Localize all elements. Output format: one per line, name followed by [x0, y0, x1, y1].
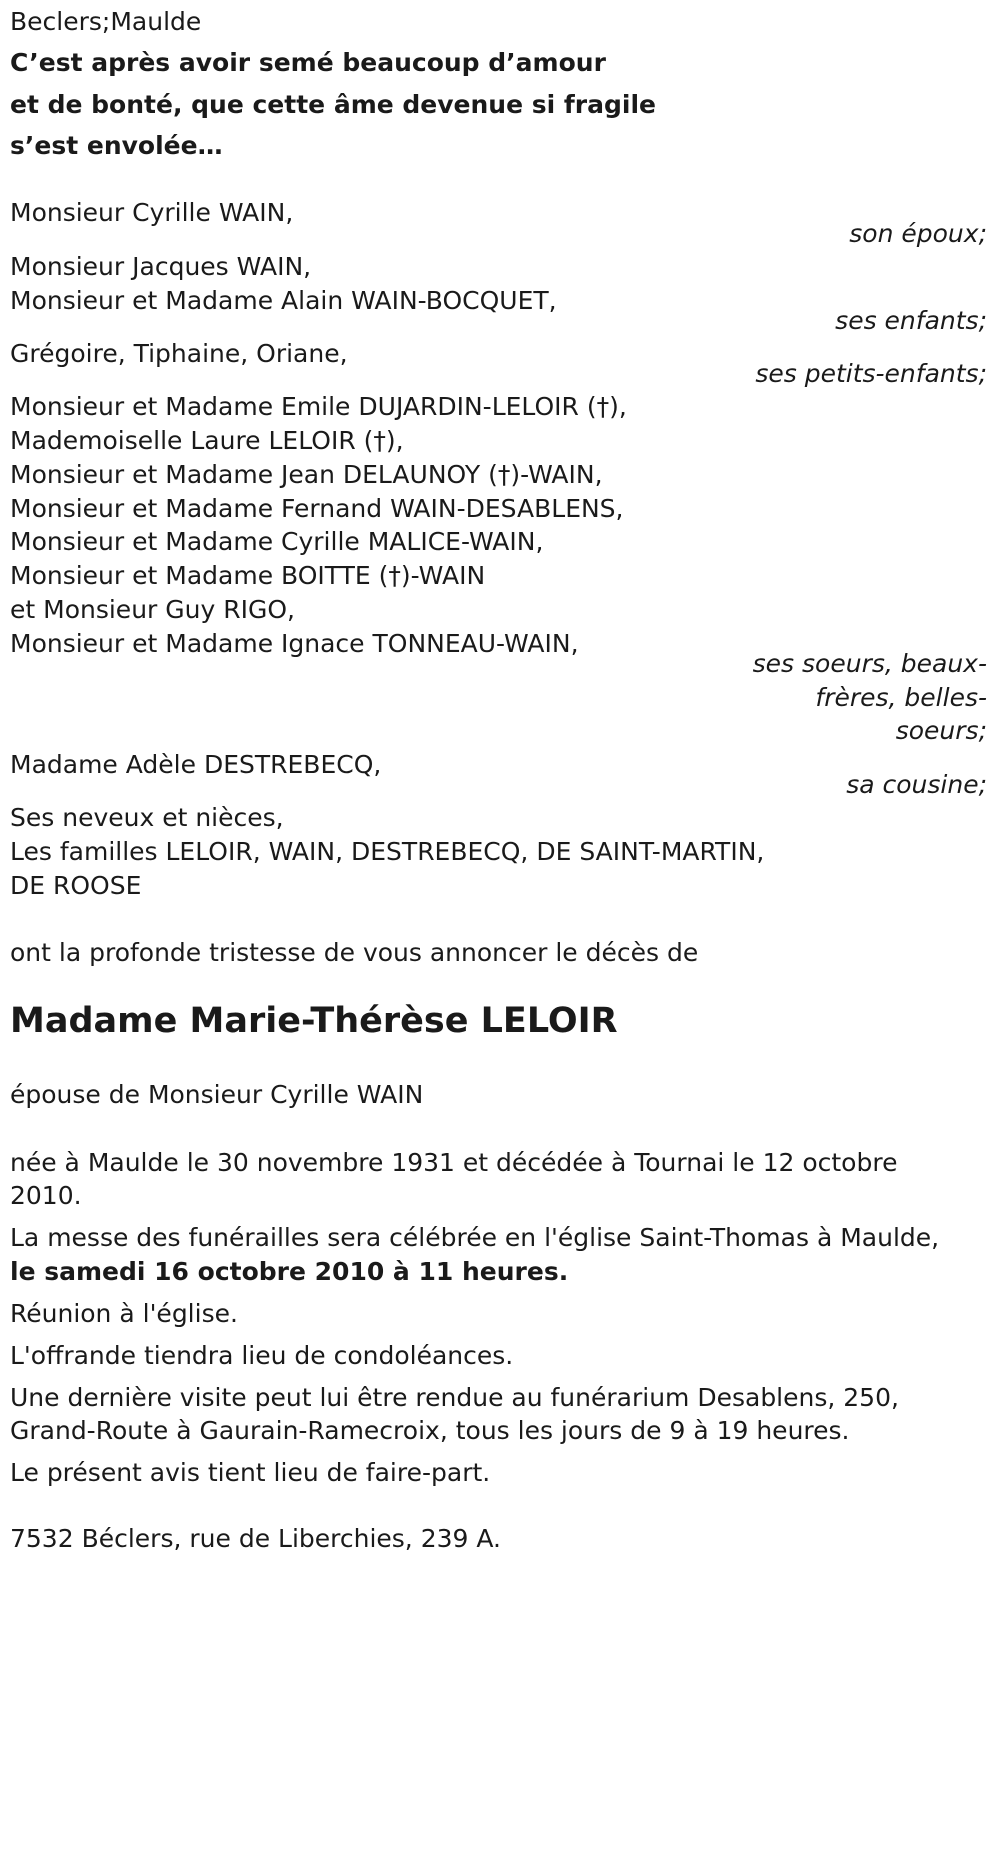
spouse-role: son époux;	[849, 219, 987, 248]
sibling-name-7: et Monsieur Guy RIGO,	[10, 595, 295, 624]
funeral-offering: L'offrande tiendra lieu de condoléances.	[10, 1341, 514, 1370]
visit-line-2: Grand-Route à Gaurain-Ramecroix, tous les jours de 9 à 19 heures.	[10, 1416, 850, 1445]
siblings-role-line-1: ses soeurs, beaux-	[752, 649, 987, 678]
grandchildren-names: Grégoire, Tiphaine, Oriane,	[10, 339, 348, 368]
others-line-3: DE ROOSE	[10, 871, 142, 900]
sibling-name-4: Monsieur et Madame Fernand WAIN-DESABLENS,	[10, 494, 624, 523]
cousin-role: sa cousine;	[846, 770, 987, 799]
funeral-mass: La messe des funérailles sera célébrée en l'église Saint-Thomas à Maulde,	[10, 1223, 940, 1252]
cousin-name: Madame Adèle DESTREBECQ,	[10, 750, 382, 779]
spouse-of: épouse de Monsieur Cyrille WAIN	[10, 1080, 424, 1109]
sibling-name-6: Monsieur et Madame BOITTE (†)-WAIN	[10, 561, 486, 590]
funeral-date: le samedi 16 octobre 2010 à 11 heures.	[10, 1257, 569, 1286]
place-header: Beclers;Maulde	[10, 7, 202, 36]
funeral-meeting: Réunion à l'église.	[10, 1299, 238, 1328]
deceased-name: Madame Marie-Thérèse LELOIR	[10, 1001, 618, 1041]
birth-death-line-2: 2010.	[10, 1181, 82, 1210]
funeral-notice: Le présent avis tient lieu de faire-part.	[10, 1458, 491, 1487]
birth-death-line-1: née à Maulde le 30 novembre 1931 et décédée à Tournai le 12 octobre	[10, 1148, 898, 1177]
child-name-2: Monsieur et Madame Alain WAIN-BOCQUET,	[10, 286, 557, 315]
children-role: ses enfants;	[835, 306, 987, 335]
siblings-role-line-2: frères, belles-	[815, 683, 987, 712]
others-line-2: Les familles LELOIR, WAIN, DESTREBECQ, DE SAINT-MARTIN,	[10, 837, 765, 866]
poem-line-2: et de bonté, que cette âme devenue si fragile	[10, 90, 656, 119]
sibling-name-1: Monsieur et Madame Emile DUJARDIN-LELOIR (†),	[10, 392, 627, 421]
spouse-name: Monsieur Cyrille WAIN,	[10, 198, 294, 227]
poem-line-3: s’est envolée…	[10, 131, 223, 160]
poem-line-1: C’est après avoir semé beaucoup d’amour	[10, 48, 606, 77]
sibling-name-5: Monsieur et Madame Cyrille MALICE-WAIN,	[10, 527, 544, 556]
address: 7532 Béclers, rue de Liberchies, 239 A.	[10, 1524, 501, 1553]
sibling-name-3: Monsieur et Madame Jean DELAUNOY (†)-WAIN,	[10, 460, 603, 489]
siblings-role-line-3: soeurs;	[895, 716, 987, 745]
sibling-name-8: Monsieur et Madame Ignace TONNEAU-WAIN,	[10, 629, 579, 658]
sibling-name-2: Mademoiselle Laure LELOIR (†),	[10, 426, 404, 455]
grandchildren-role: ses petits-enfants;	[755, 359, 987, 388]
others-line-1: Ses neveux et nièces,	[10, 803, 284, 832]
announcement-text: ont la profonde tristesse de vous annoncer le décès de	[10, 938, 699, 967]
child-name-1: Monsieur Jacques WAIN,	[10, 252, 312, 281]
visit-line-1: Une dernière visite peut lui être rendue au funérarium Desablens, 250,	[10, 1383, 899, 1412]
